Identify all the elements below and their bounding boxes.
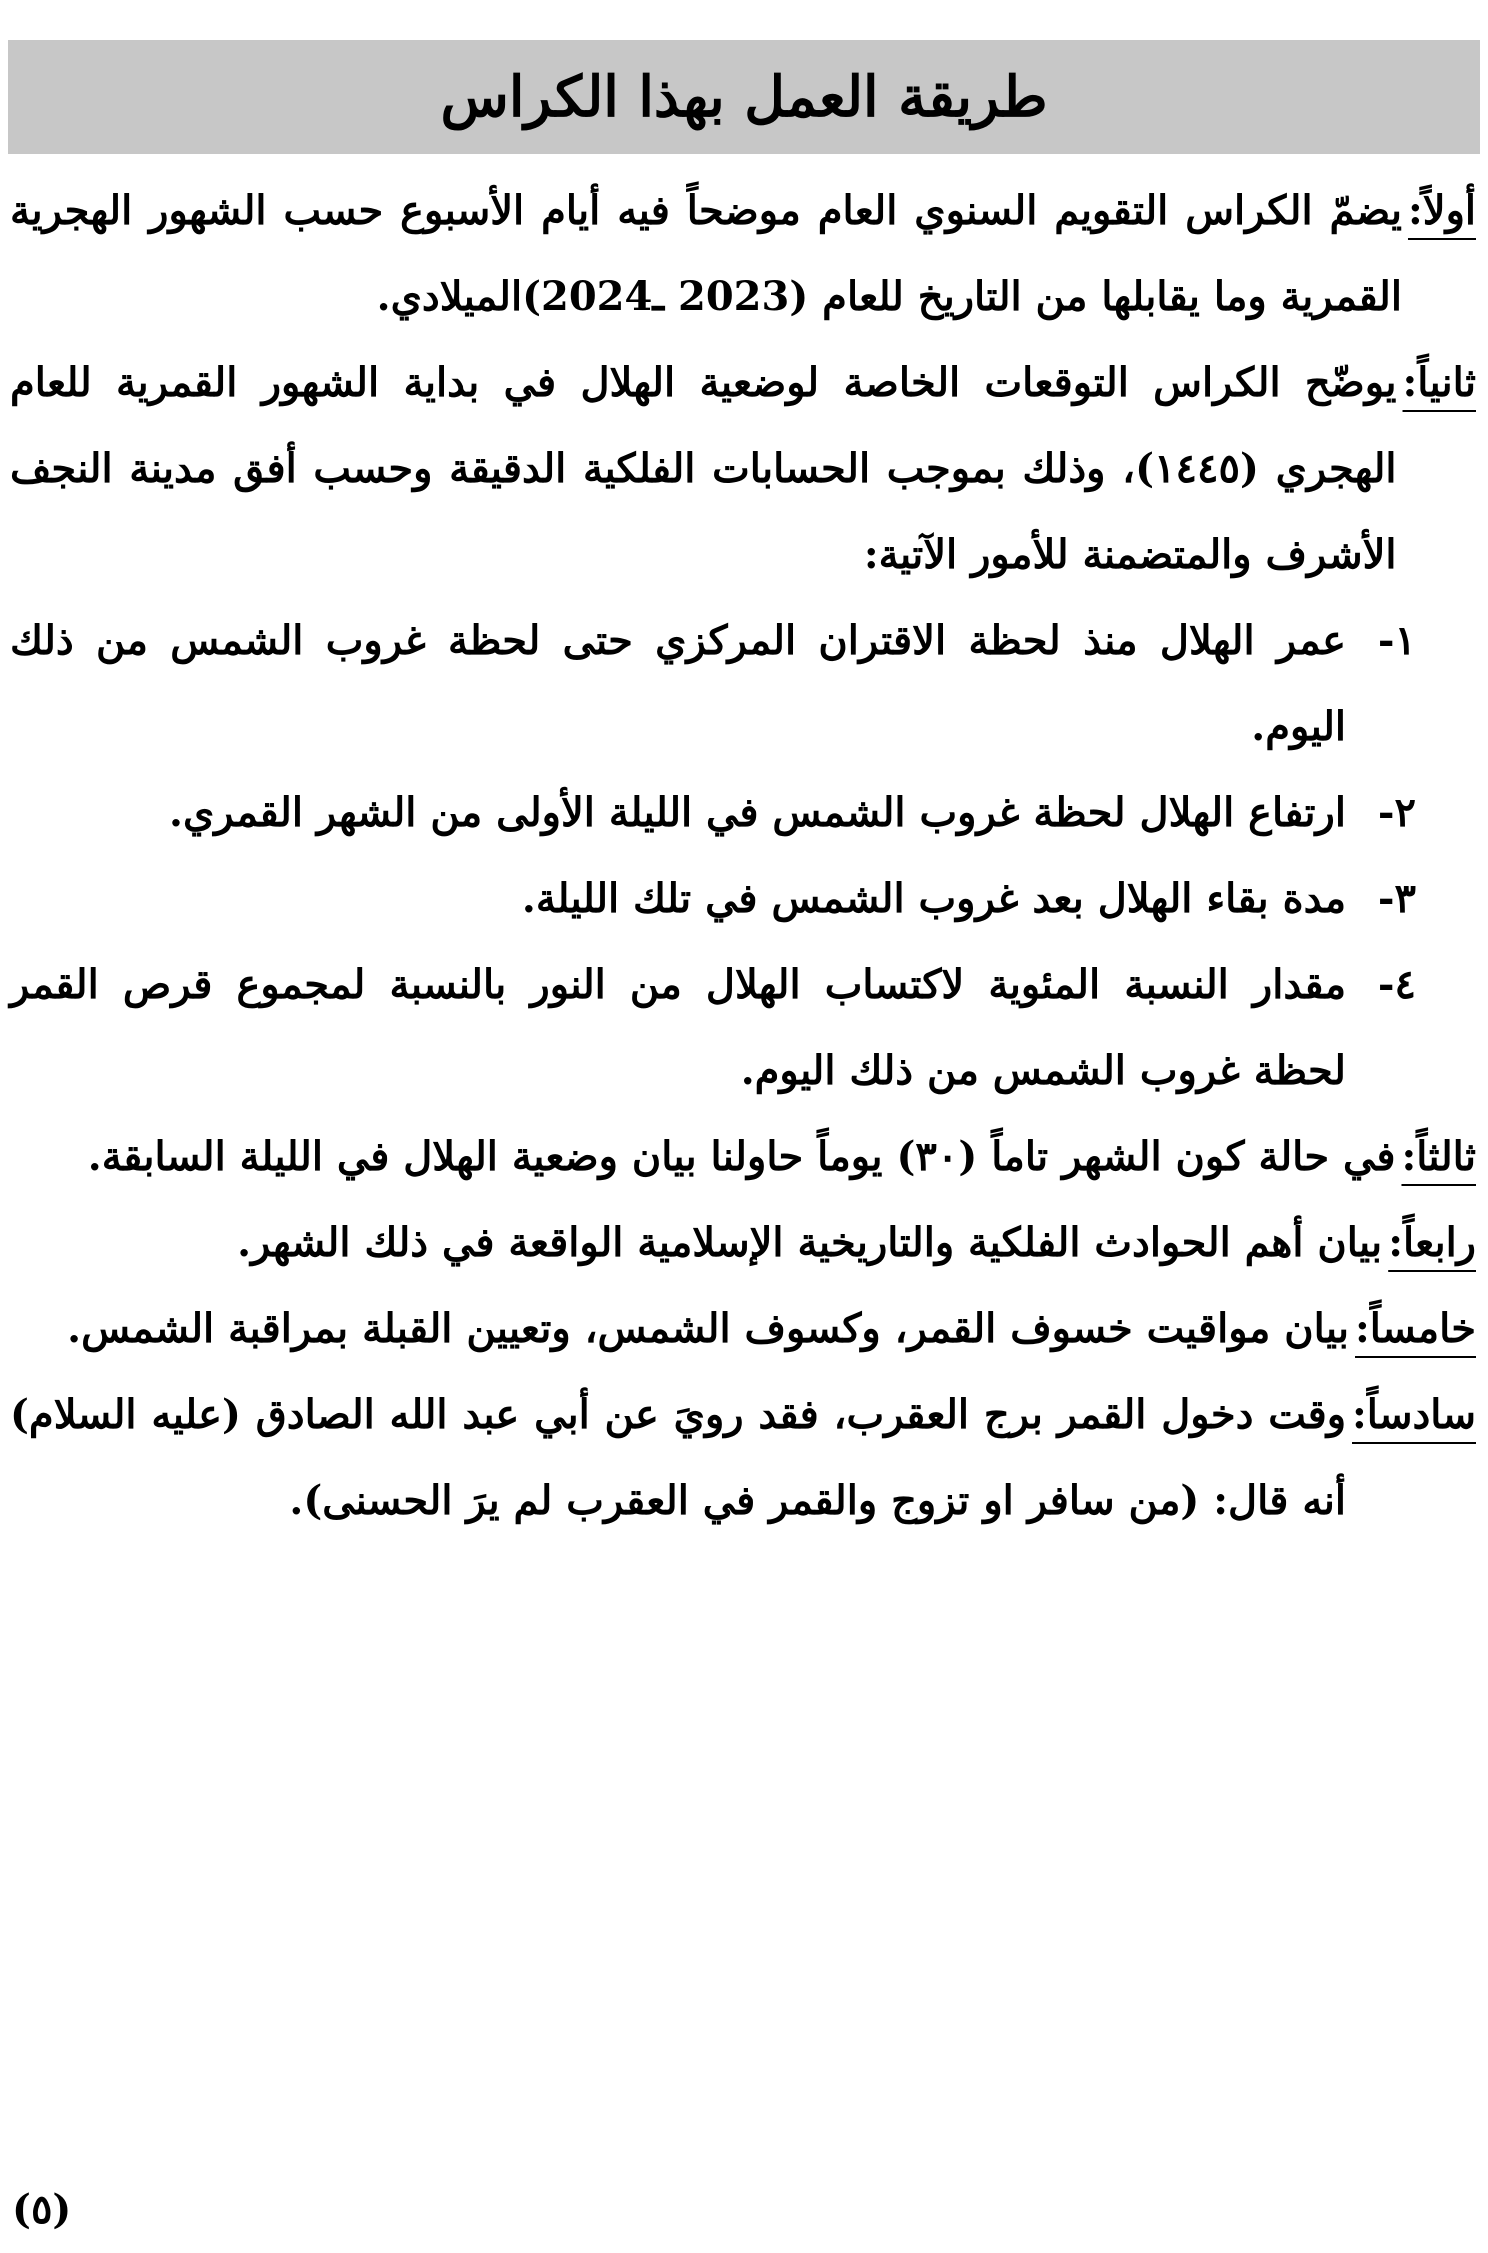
section-label: ثانياً: bbox=[1402, 359, 1476, 406]
list-number: ٢- bbox=[1377, 789, 1416, 836]
list-item bbox=[10, 598, 1476, 770]
section-sixth bbox=[10, 1372, 1476, 1544]
section-text: وقت دخول القمر برج العقرب، فقد رويَ عن أبي عبد الله الصادق (عليه السلام) أنه قال: (من سافر او تزوج والقمر في العقرب لم يرَ الحسنى). bbox=[10, 1391, 1347, 1524]
page-title: طريقة العمل بهذا الكراس bbox=[440, 64, 1048, 130]
section-text: يوضّح الكراس التوقعات الخاصة لوضعية الهلال في بداية الشهور القمرية للعام الهجري (١٤٤٥)، وذلك بموجب الحسابات الفلكية الدقيقة وحسب أفق مدينة النجف الأشرف والمتضمنة للأمور الآتية: bbox=[10, 359, 1397, 578]
list-number: ١- bbox=[1377, 617, 1416, 664]
title-bar bbox=[8, 40, 1480, 154]
section-text: يضمّ الكراس التقويم السنوي العام موضحاً فيه أيام الأسبوع حسب الشهور الهجرية القمرية وما يقابلها من التاريخ للعام (2023 ـ2024)الميلادي. bbox=[10, 187, 1402, 320]
list-item bbox=[10, 770, 1476, 856]
section-label: سادساً: bbox=[1352, 1391, 1476, 1438]
section-label: أولاً: bbox=[1407, 187, 1476, 234]
section-label: خامساً: bbox=[1355, 1305, 1476, 1352]
section-text: بيان أهم الحوادث الفلكية والتاريخية الإسلامية الواقعة في ذلك الشهر. bbox=[237, 1219, 1383, 1266]
section-second bbox=[10, 340, 1476, 598]
section-fifth bbox=[10, 1286, 1476, 1372]
list-item bbox=[10, 856, 1476, 942]
section-fourth bbox=[10, 1200, 1476, 1286]
list-text: ارتفاع الهلال لحظة غروب الشمس في الليلة الأولى من الشهر القمري. bbox=[169, 789, 1346, 836]
list-text: مقدار النسبة المئوية لاكتساب الهلال من النور بالنسبة لمجموع قرص القمر لحظة غروب الشمس من ذلك اليوم. bbox=[10, 961, 1346, 1094]
list-number: ٣- bbox=[1377, 875, 1416, 922]
list-item bbox=[10, 942, 1476, 1114]
list-text: عمر الهلال منذ لحظة الاقتران المركزي حتى لحظة غروب الشمس من ذلك اليوم. bbox=[10, 617, 1346, 750]
section-label: ثالثاً: bbox=[1401, 1133, 1476, 1180]
document-body bbox=[10, 168, 1476, 1544]
section-text: بيان مواقيت خسوف القمر، وكسوف الشمس، وتعيين القبلة بمراقبة الشمس. bbox=[67, 1305, 1350, 1352]
section-text: في حالة كون الشهر تاماً (٣٠) يوماً حاولنا بيان وضعية الهلال في الليلة السابقة. bbox=[87, 1133, 1396, 1180]
section-label: رابعاً: bbox=[1388, 1219, 1476, 1266]
page-number: (٥) bbox=[12, 2186, 72, 2233]
list-text: مدة بقاء الهلال بعد غروب الشمس في تلك الليلة. bbox=[521, 875, 1346, 922]
section-third bbox=[10, 1114, 1476, 1200]
section-first bbox=[10, 168, 1476, 340]
list-number: ٤- bbox=[1377, 961, 1416, 1008]
